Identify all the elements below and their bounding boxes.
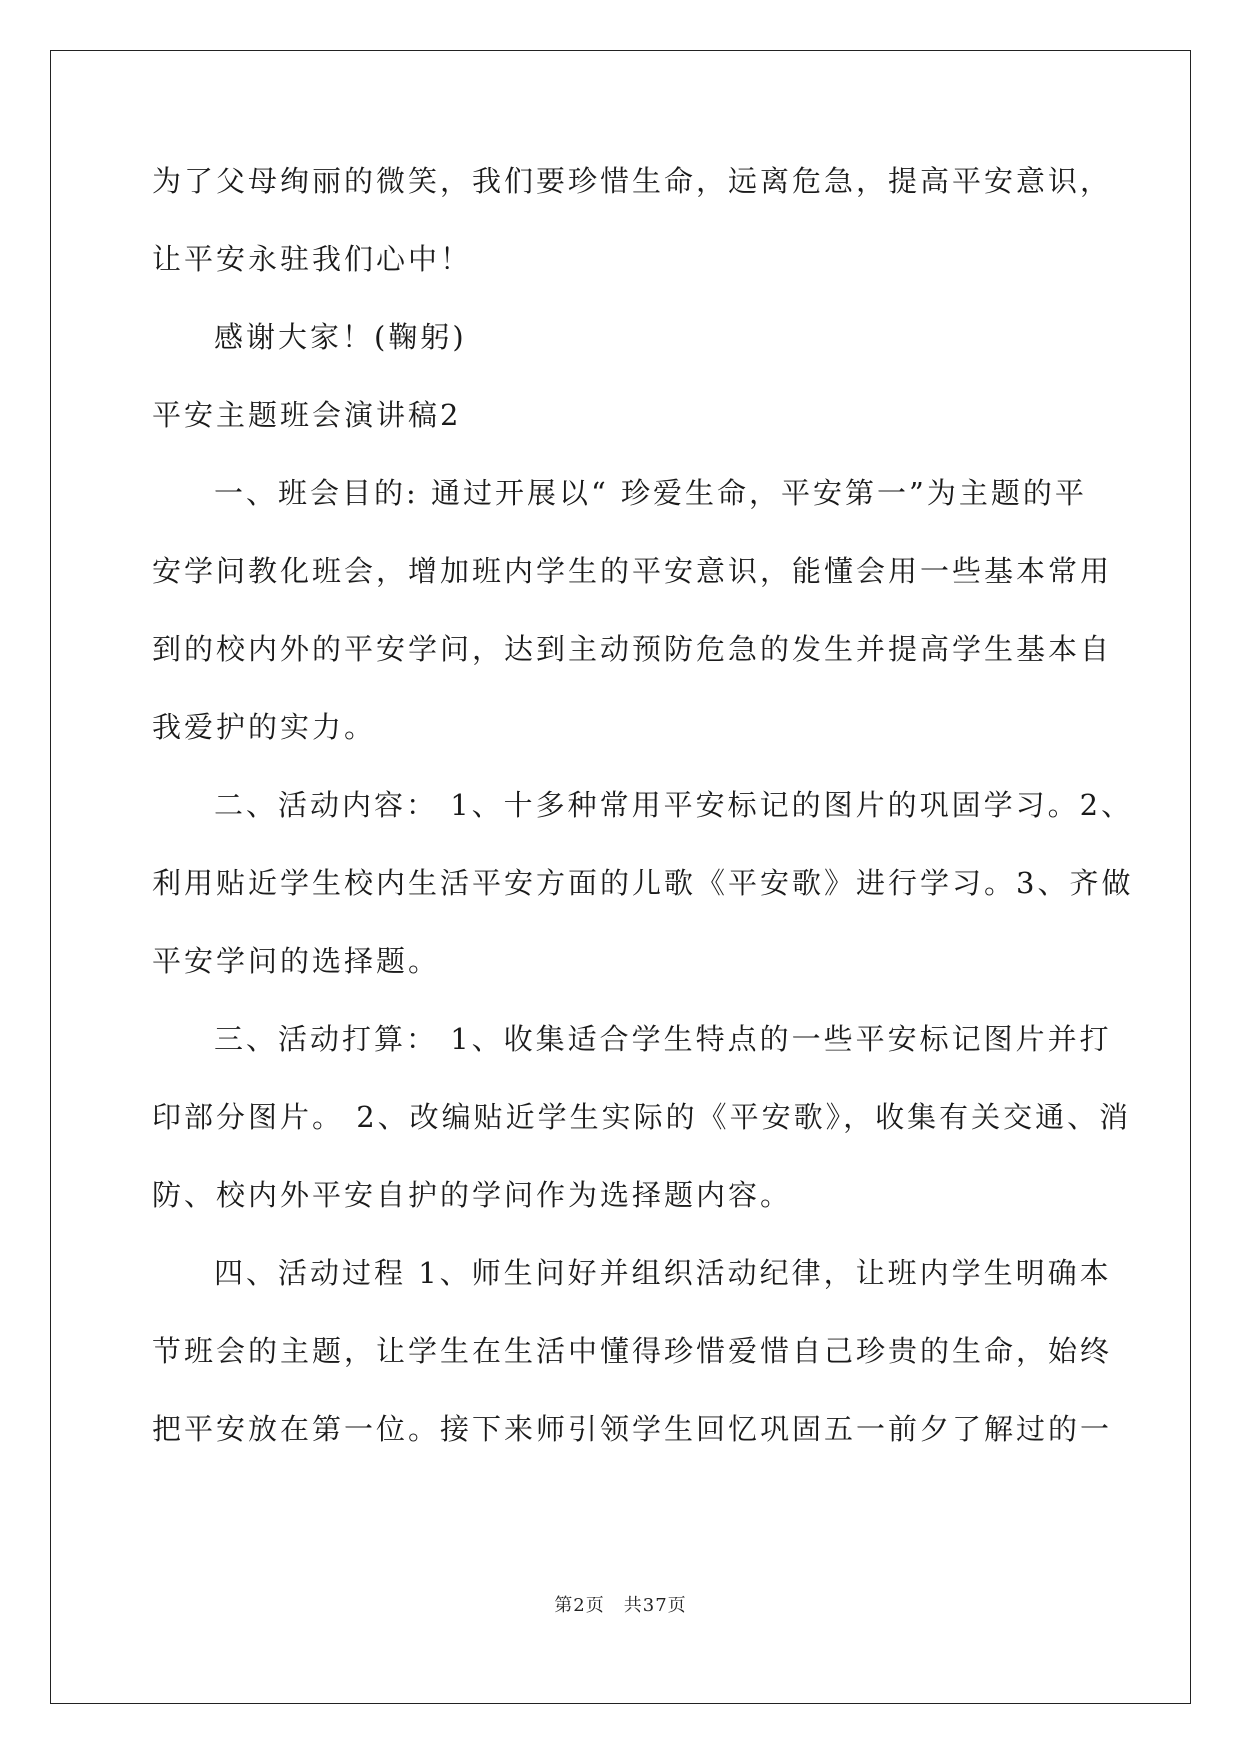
paragraph-line: 让平安永驻我们心中！ xyxy=(152,242,473,276)
document-body xyxy=(152,160,1134,1486)
paragraph-line: 平安学问的选择题。 xyxy=(152,944,441,978)
paragraph-line: 利用贴近学生校内生活平安方面的儿歌《平安歌》进行学习。3、齐做 xyxy=(152,866,1134,900)
paragraph-line: 感谢大家！(鞠躬) xyxy=(214,320,467,354)
paragraph-line: 二、活动内容： 1、十多种常用平安标记的图片的巩固学习。2、 xyxy=(214,788,1134,822)
paragraph-line: 安学问教化班会，增加班内学生的平安意识，能懂会用一些基本常用 xyxy=(152,554,1113,588)
paragraph-line: 印部分图片。 2、改编贴近学生实际的《平安歌》，收集有关交通、消 xyxy=(152,1100,1132,1134)
paragraph-line: 把平安放在第一位。接下来师引领学生回忆巩固五一前夕了解过的一 xyxy=(152,1412,1113,1446)
paragraph-line: 防、校内外平安自护的学问作为选择题内容。 xyxy=(152,1178,793,1212)
page-number: 第2页 共37页 xyxy=(554,1595,687,1616)
paragraph-line: 为了父母绚丽的微笑，我们要珍惜生命，远离危急，提高平安意识， xyxy=(152,164,1113,198)
paragraph-line: 一、班会目的: 通过开展以“ 珍爱生命，平安第一”为主题的平 xyxy=(214,476,1087,510)
paragraph-line: 三、活动打算： 1、收集适合学生特点的一些平安标记图片并打 xyxy=(214,1022,1112,1056)
paragraph-line: 节班会的主题，让学生在生活中懂得珍惜爱惜自己珍贵的生命，始终 xyxy=(152,1334,1113,1368)
paragraph-line: 四、活动过程 1、师生问好并组织活动纪律，让班内学生明确本 xyxy=(214,1256,1112,1290)
section-title: 平安主题班会演讲稿2 xyxy=(152,398,462,432)
paragraph-line: 到的校内外的平安学问，达到主动预防危急的发生并提高学生基本自 xyxy=(152,632,1113,666)
paragraph-line: 我爱护的实力。 xyxy=(152,710,377,744)
